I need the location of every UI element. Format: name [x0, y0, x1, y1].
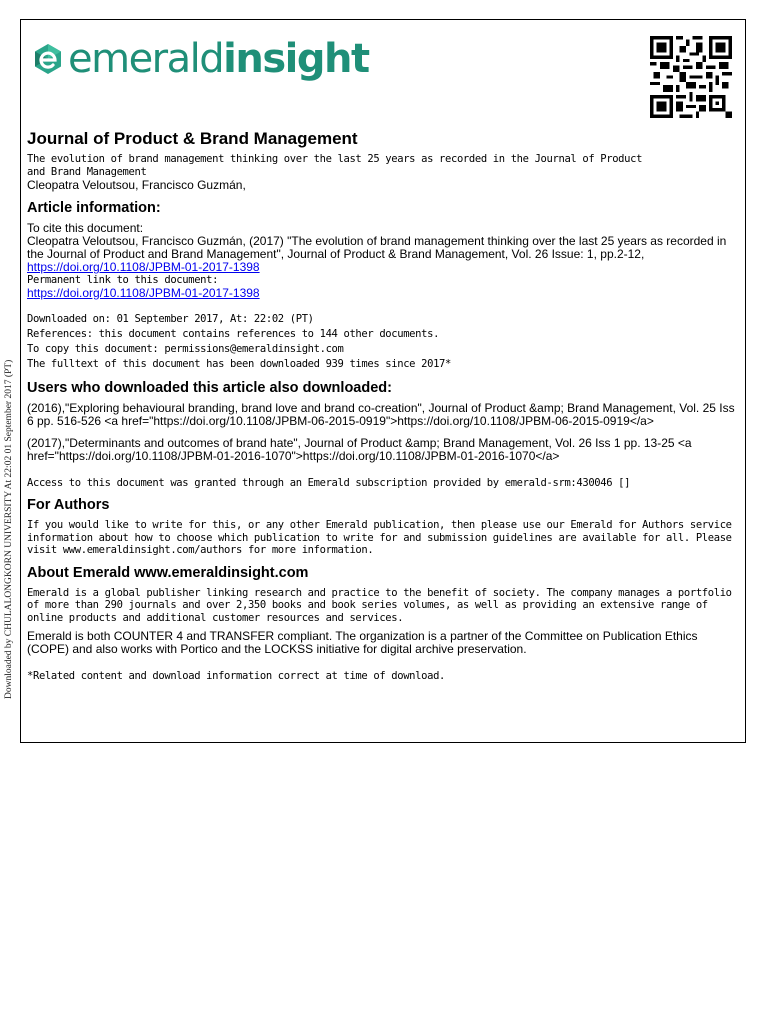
for-authors-heading: For Authors	[27, 497, 110, 513]
logo-wordmark	[68, 34, 369, 84]
about-emerald-paragraph-2: Emerald is both COUNTER 4 and TRANSFER compliant. The organization is a partner of the Committee on Publication Ethics (COPE) and also works with Portico and the LOCKSS initiative for digital archive preservation.	[27, 629, 698, 656]
article-authors: Cleopatra Veloutsou, Francisco Guzmán,	[27, 178, 246, 192]
citation-text: Cleopatra Veloutsou, Francisco Guzmán, (2017) "The evolution of brand management thinking over the last 25 years as recorded in the Journal of Product and Brand Management", Journal of Product & Brand Management, Vol. 26 Issue: 1, pp.2-12,	[27, 234, 727, 261]
downloaded-on: Downloaded on: 01 September 2017, At: 22:02 (PT)	[27, 312, 314, 325]
download-watermark: Downloaded by CHULALONGKORN UNIVERSITY At 22:02 01 September 2017 (PT)	[4, 359, 14, 699]
for-authors-text: If you would like to write for this, or any other Emerald publication, then please use our Emerald for Authors service information about how to choose which publication to write for and submission guidelines are available for all. Please visit www.emeraldinsight.com/authors for more information.	[27, 519, 732, 556]
also-downloaded-item-2: (2017),"Determinants and outcomes of brand hate", Journal of Product &amp; Brand Management, Vol. 26 Iss 1 pp. 13-25 <a href="https://doi.org/10.1108/JPBM-01-2016-1070">https://doi.org/10.1108/JPBM-01-2016-1070</a>	[27, 435, 692, 463]
download-footnote: *Related content and download information correct at time of download.	[27, 670, 446, 682]
permanent-doi-link[interactable]: https://doi.org/10.1108/JPBM-01-2017-1398	[27, 285, 260, 300]
article-title-line-2: and Brand Management	[27, 165, 147, 178]
emerald-insight-logo[interactable]	[32, 34, 369, 84]
journal-title: Journal of Product & Brand Management	[27, 129, 358, 148]
qr-code-icon	[650, 34, 732, 120]
article-title-line-1: The evolution of brand management thinking over the last 25 years as recorded in the Journal of Product	[27, 153, 643, 165]
logo-text-emerald: emerald	[68, 36, 224, 82]
cover-sheet-content	[27, 128, 739, 683]
cite-label: To cite this document:	[27, 221, 144, 235]
access-note: Access to this document was granted through an Emerald subscription provided by emerald-srm:430046 []	[27, 476, 631, 489]
also-downloaded-item-1: (2016),"Exploring behavioural branding, brand love and brand co-creation", Journal of Product &amp; Brand Management, Vol. 25 Iss 6 pp. 516-526 <a href="https://doi.org/10.1108/JPBM-06-2015-0919">https://doi.org/10.1108/JPBM-06-2015-0919</a>	[27, 400, 735, 428]
article-information-heading: Article information:	[27, 200, 161, 216]
about-emerald-heading: About Emerald www.emeraldinsight.com	[27, 564, 309, 581]
permanent-link-label: Permanent link to this document:	[27, 274, 219, 286]
citation	[27, 235, 739, 274]
fulltext-download-count: The fulltext of this document has been downloaded 939 times since 2017*	[27, 357, 451, 370]
copy-permissions: To copy this document: permissions@emeraldinsight.com	[27, 342, 344, 355]
also-downloaded-heading: Users who downloaded this article also downloaded:	[27, 379, 392, 396]
about-emerald-paragraph-1: Emerald is a global publisher linking research and practice to the benefit of society. The company manages a portfolio of more than 290 journals and over 2,350 books and book series volumes, as well as providing an extensive range of online products and additional customer resources and services.	[27, 586, 732, 624]
logo-text-insight: insight	[223, 36, 369, 82]
citation-doi-link[interactable]: https://doi.org/10.1108/JPBM-01-2017-1398	[27, 260, 260, 274]
emerald-logo-icon	[32, 43, 64, 75]
references-count: References: this document contains references to 144 other documents.	[27, 327, 440, 340]
